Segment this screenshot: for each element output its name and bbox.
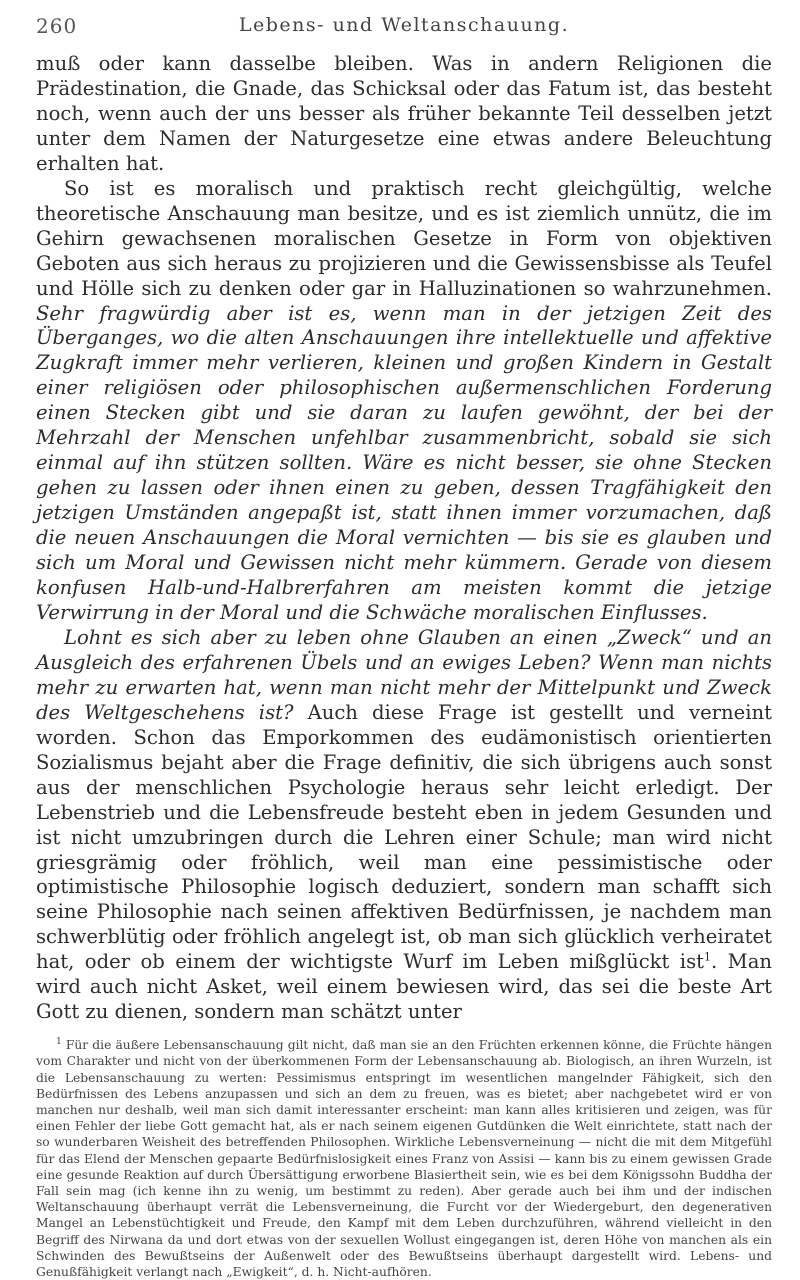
page-number: 260 <box>36 14 78 38</box>
footnote-1 <box>36 1037 772 1280</box>
footnote-marker: 1 <box>56 1037 62 1048</box>
paragraph-2-italic: Sehr fragwürdig aber ist es, wenn man in der jetzigen Zeit des Überganges, wo die alten Anschauungen ihre intellektuelle und affektive Zugkraft immer mehr verlieren, kleinen und großen Kindern in Gestalt einer religiösen oder philosophischen außermenschlichen Forderung einen Stecken gibt und sie daran zu laufen gewöhnt, der bei der Mehrzahl der Menschen unfehlbar zusammenbricht, sobald sie sich einmal auf ihn stützen sollten. Wäre es nicht besser, sie ohne Stecken gehen zu lassen oder ihnen einen zu geben, dessen Tragfähigkeit den jetzigen Umständen angepaßt ist, statt ihnen immer vorzumachen, daß die neuen Anschauungen die Moral vernichten — bis sie es glauben und sich um Moral und Gewissen nicht mehr kümmern. Gerade von diesem konfusen Halb-und-Halbrerfahren am meisten kommt die jetzige Verwirrung in der Moral und die Schwäche moralischen Einflusses. <box>36 301 772 624</box>
footnotes <box>36 1037 772 1280</box>
body-text <box>36 52 772 1025</box>
footnote-reference[interactable]: 1 <box>704 950 712 964</box>
paragraph-3 <box>36 626 772 1025</box>
running-head: Lebens- und Weltanschauung. <box>238 14 570 36</box>
footnote-1-text: Für die äußere Lebensanschauung gilt nicht, daß man sie an den Früchten erkennen könne, die Früchte hängen vom Charakter und nicht von der überkommenen Form der Lebensanschauung ab. Biologisch, an ihren Wurzeln, ist die Lebensanschauung zu werten: Pessimismus entspringt im wesentlichen mangelnder Fähigkeit, sich den Bedürfnissen des Lebens anzupassen und sich an dem zu freuen, was es bietet; aber nachgebetet wird er von manchen nur deshalb, weil man sich damit interessanter erscheint: man kann alles kritisieren und zeigen, was für einen Fehler der liebe Gott gemacht hat, als er nach seinem eigenen Gutdünken die Welt einrichtete, statt nach der so wunderbaren Weisheit des betreffenden Philosophen. Wirkliche Lebensverneinung — nicht die mit dem Mitgefühl für das Elend der Menschen gepaarte Bedürfnislosigkeit eines Franz von Assisi — kann bis zu einem gewissen Grade eine gesunde Reaktion auf durch Übersättigung erworbene Blasiertheit sein, wie es bei dem Königssohn Buddha der Fall sein mag (ich kenne ihn zu wenig, um bestimmt zu reden). Aber gerade auch bei ihm und der indischen Weltanschauung überhaupt verrät die Lebensverneinung, die Furcht vor der Wiedergeburt, den degenerativen Mangel an Lebenstüchtigkeit und Freude, den Kampf mit dem Leben durchzuführen, während vielleicht in den Begriff des Nirwana da und dort etwas von der sexuellen Wollust eingegangen ist, deren Höhe von manchen als ein Schwinden des Bewußtseins der Außenwelt oder des Bewußtseins überhaupt dargestellt wird. Lebens- und Genußfähigkeit verlangt nach „Ewigkeit“, d. h. Nicht-aufhören. <box>36 1038 772 1280</box>
paragraph-2 <box>36 177 772 626</box>
paragraph-1 <box>36 52 772 177</box>
paragraph-2-text: So ist es moralisch und praktisch recht gleichgültig, welche theoretische Anschauung man besitze, und es ist ziemlich unnütz, die im Gehirn gewachsenen moralischen Gesetze in Form von objektiven Geboten aus sich heraus zu projizieren und die Gewissensbisse als Teufel und Hölle sich zu denken oder gar in Halluzinationen so wahrzunehmen. <box>36 176 772 300</box>
paragraph-3-text-end: . Man wird auch nicht Asket, weil einem bewiesen wird, das sei die beste Art Gott zu dienen, sondern man schätzt unter <box>36 950 772 1024</box>
paragraph-3-text: Auch diese Frage ist gestellt und verneint worden. Schon das Emporkommen des eudämonistisch orientierten Sozialismus bejaht aber die Frage definitiv, die sich übrigens auch sonst aus der menschlichen Psychologie heraus sehr leicht erledigt. Der Lebenstrieb und die Lebensfreude besteht eben in jedem Gesunden und ist nicht umzubringen durch die Lehren einer Schule; man wird nicht griesgrämig oder fröhlich, weil man eine pessimistische oder optimistische Philosophie logisch deduziert, sondern man schafft sich seine Philosophie nach seinen affektiven Bedürfnissen, je nachdem man schwerblütig oder fröhlich angelegt ist, ob man sich glücklich verheiratet hat, oder ob einem der wichtigste Wurf im Leben mißglückt ist <box>36 700 773 974</box>
paragraph-1-text: muß oder kann dasselbe bleiben. Was in andern Religionen die Prädestination, die Gnade, das Schicksal oder das Fatum ist, das besteht noch, wenn auch der uns besser als früher bekannte Teil desselben jetzt unter dem Namen der Naturgesetze eine etwas andere Beleuchtung erhalten hat. <box>36 52 772 175</box>
page-header <box>36 14 772 52</box>
book-page <box>36 14 773 1280</box>
paragraph-3-italic: Lohnt es sich aber zu leben ohne Glauben an einen „Zweck“ und an Ausgleich des erfahrenen Übels und an ewiges Leben? Wenn man nichts mehr zu erwarten hat, wenn man nicht mehr der Mittelpunkt und Zweck des Weltgeschehens ist? <box>36 625 772 724</box>
